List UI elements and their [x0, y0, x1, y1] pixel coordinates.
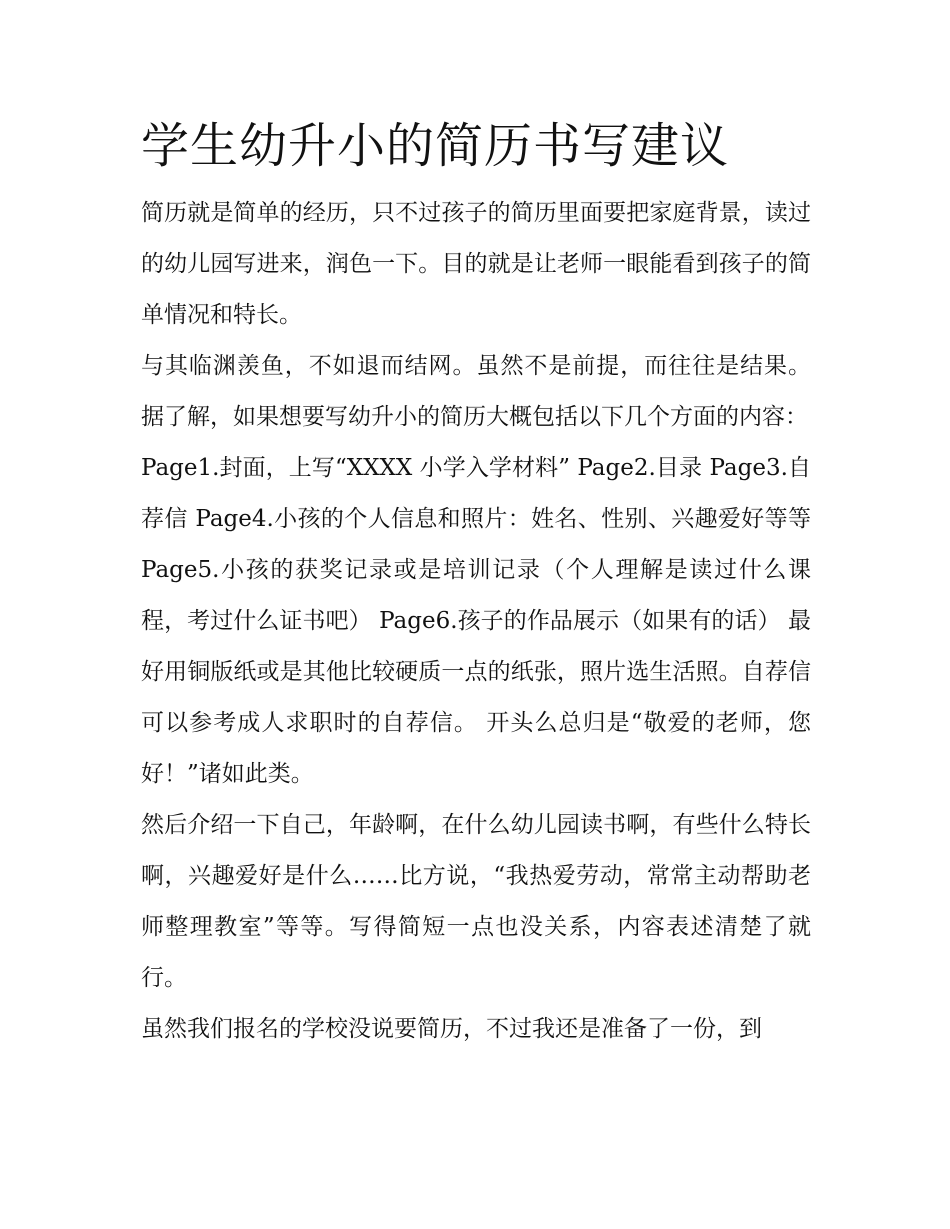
paragraph-self-introduction: 然后介绍一下自己，年龄啊，在什么幼儿园读书啊，有些什么特长啊，兴趣爱好是什么……比方说，“我热爱劳动，常常主动帮助老师整理教室”等等。写得简短一点也没关系，内容表述清楚了就行。	[141, 812, 811, 991]
paragraph-intro: 简历就是简单的经历，只不过孩子的简历里面要把家庭背景，读过的幼儿园写进来，润色一下。目的就是让老师一眼能看到孩子的简单情况和特长。	[141, 200, 811, 328]
paragraph-closing: 虽然我们报名的学校没说要简历，不过我还是准备了一份，到	[141, 1016, 762, 1042]
paragraph-page-list: Page1.封面，上写“XXXX 小学入学材料” Page2.目录 Page3.自荐信 Page4.小孩的个人信息和照片：姓名、性别、兴趣爱好等等 Page5.小孩的获奖记录或是培训记录（个人理解是读过什么课程，考过什么证书吧） Page6.孩子的作品展示（如果有的话） 最好用铜版纸或是其他比较硬质一点的纸张，照片选生活照。自荐信可以参考成人求职时的自荐信。 开头么总归是“敬爱的老师，您好！”诸如此类。	[141, 455, 811, 787]
document-page	[141, 112, 811, 1055]
document-title: 学生幼升小的简历书写建议	[141, 118, 730, 174]
paragraph-contents-overview: 与其临渊羡鱼，不如退而结网。虽然不是前提，而往往是结果。 据了解，如果想要写幼升小的简历大概包括以下几个方面的内容：	[141, 353, 811, 430]
